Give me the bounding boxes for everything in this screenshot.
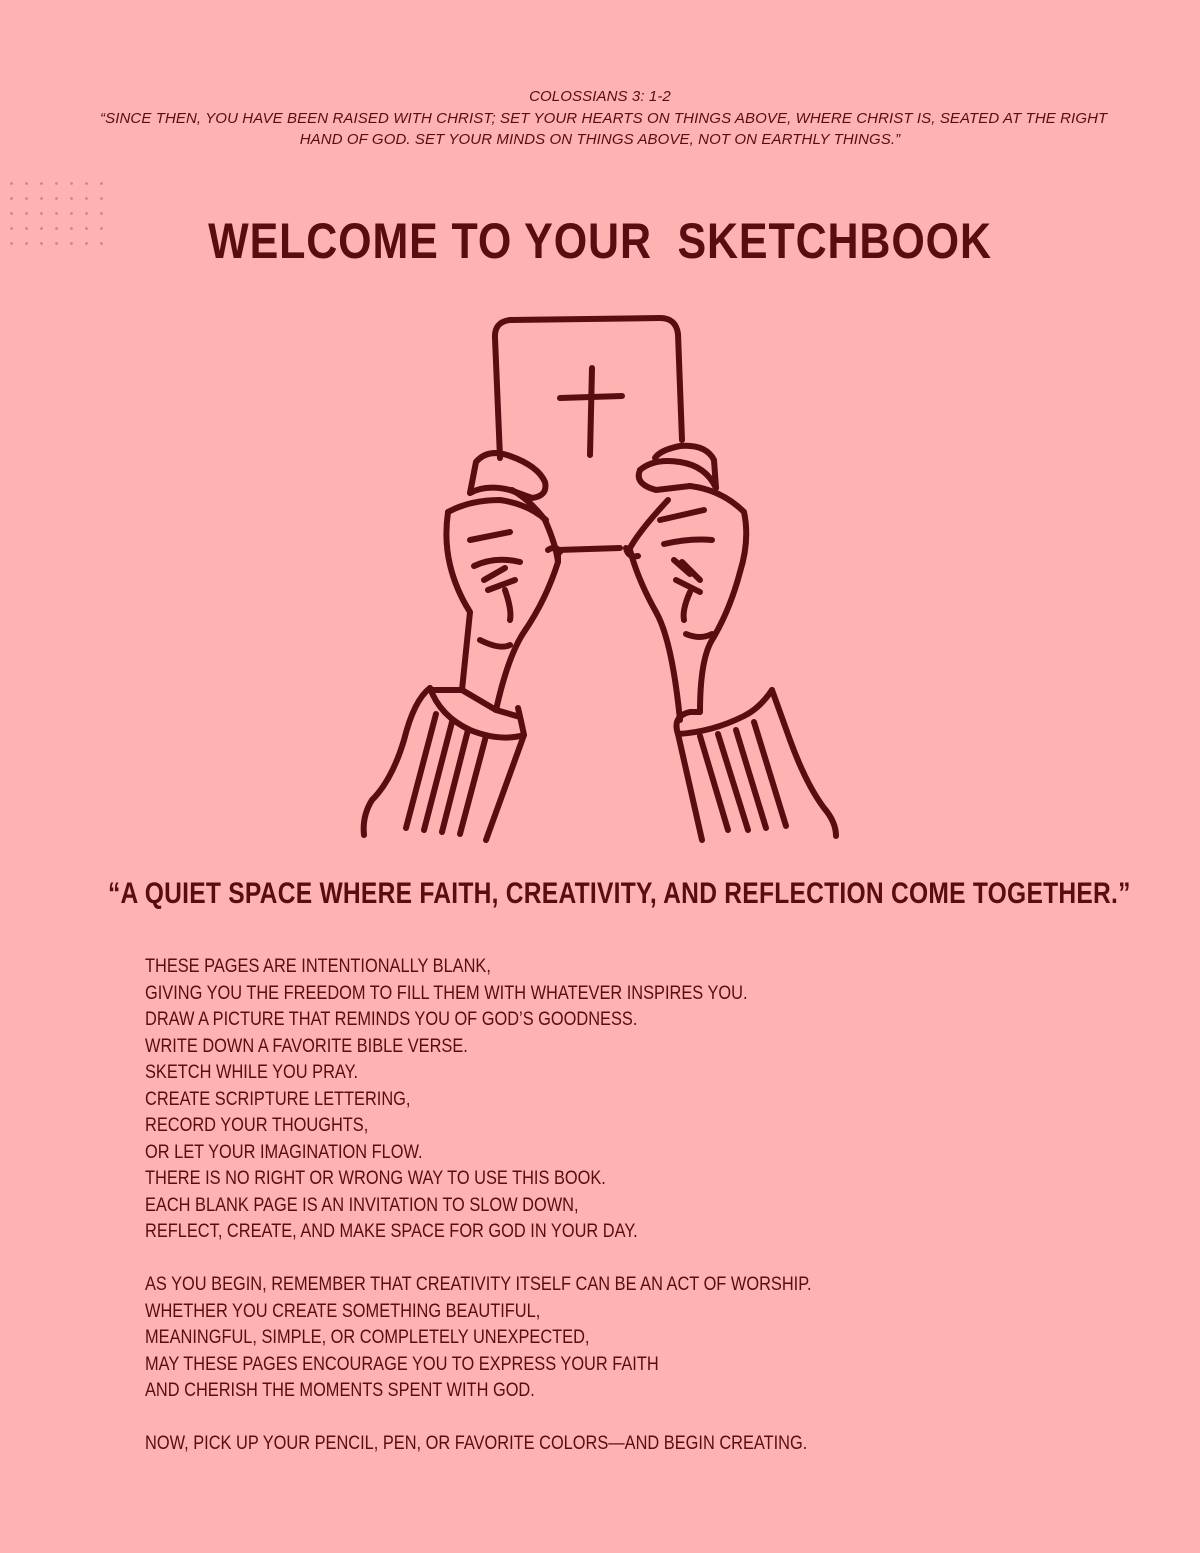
- paragraph-line: NOW, PICK UP YOUR PENCIL, PEN, OR FAVORITE COLORS—AND BEGIN CREATING.: [145, 1432, 808, 1454]
- paragraph-line: MAY THESE PAGES ENCOURAGE YOU TO EXPRESS YOUR FAITH: [145, 1352, 659, 1375]
- paragraph-line: MEANINGFUL, SIMPLE, OR COMPLETELY UNEXPECTED,: [145, 1326, 590, 1348]
- verse-text-line-2: HAND OF GOD. SET YOUR MINDS ON THINGS ABOVE, NOT ON EARTHLY THINGS.”: [299, 131, 901, 148]
- tagline-quote: “A QUIET SPACE WHERE FAITH, CREATIVITY, AND REFLECTION COME TOGETHER.”: [108, 877, 1131, 910]
- verse-reference: COLOSSIANS 3: 1-2: [529, 88, 671, 105]
- paragraph-line: AS YOU BEGIN, REMEMBER THAT CREATIVITY ITSELF CAN BE AN ACT OF WORSHIP.: [145, 1273, 812, 1295]
- paragraph-3: [145, 1430, 812, 1457]
- paragraph-line: EACH BLANK PAGE IS AN INVITATION TO SLOW DOWN,: [145, 1193, 579, 1216]
- verse-text-line-1: “SINCE THEN, YOU HAVE BEEN RAISED WITH CHRIST; SET YOUR HEARTS ON THINGS ABOVE, WHERE CHRIST IS, SEATED AT THE RIGHT: [100, 109, 1108, 127]
- paragraph-line: RECORD YOUR THOUGHTS,: [145, 1114, 369, 1136]
- paragraph-line: WHETHER YOU CREATE SOMETHING BEAUTIFUL,: [145, 1299, 541, 1322]
- body-text: [145, 953, 812, 1483]
- paragraph-2: [145, 1271, 812, 1404]
- paragraph-1: [145, 953, 812, 1245]
- cross-icon: [560, 368, 622, 455]
- paragraph-line: THESE PAGES ARE INTENTIONALLY BLANK,: [145, 955, 491, 977]
- paragraph-line: DRAW A PICTURE THAT REMINDS YOU OF GOD’S GOODNESS.: [145, 1008, 638, 1030]
- paragraph-line: GIVING YOU THE FREEDOM TO FILL THEM WITH WHATEVER INSPIRES YOU.: [145, 981, 748, 1004]
- scripture-verse: [100, 86, 1108, 151]
- page-title: WELCOME TO YOUR SKETCHBOOK: [208, 213, 992, 269]
- hands-holding-bible-icon: [340, 305, 860, 850]
- paragraph-line: REFLECT, CREATE, AND MAKE SPACE FOR GOD IN YOUR DAY.: [145, 1220, 638, 1242]
- paragraph-line: OR LET YOUR IMAGINATION FLOW.: [145, 1140, 423, 1163]
- paragraph-line: WRITE DOWN A FAVORITE BIBLE VERSE.: [145, 1034, 468, 1057]
- paragraph-line: CREATE SCRIPTURE LETTERING,: [145, 1087, 411, 1110]
- paragraph-line: SKETCH WHILE YOU PRAY.: [145, 1061, 359, 1083]
- paragraph-line: AND CHERISH THE MOMENTS SPENT WITH GOD.: [145, 1379, 535, 1401]
- paragraph-line: THERE IS NO RIGHT OR WRONG WAY TO USE THIS BOOK.: [145, 1167, 606, 1189]
